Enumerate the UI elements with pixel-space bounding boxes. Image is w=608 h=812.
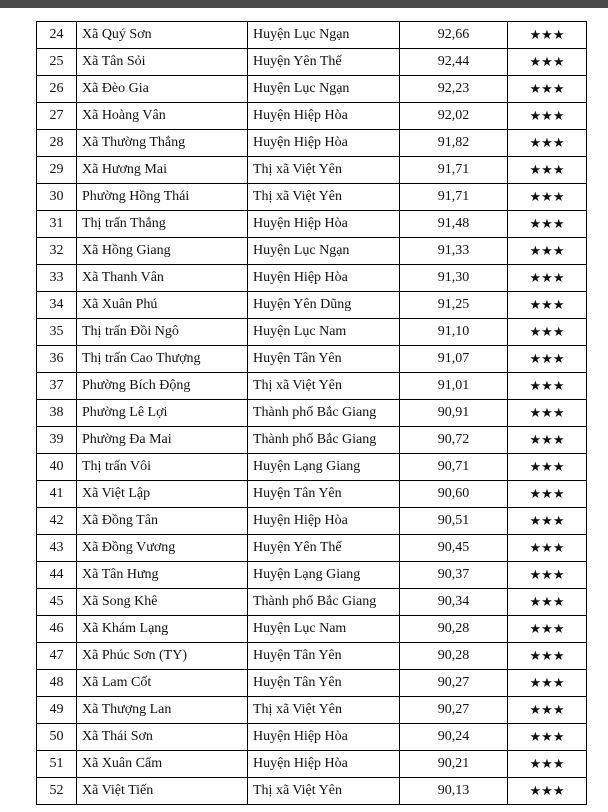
score-value: 91,82 xyxy=(400,130,508,157)
table-row xyxy=(37,670,587,697)
commune-name: Phường Bích Động xyxy=(77,373,248,400)
commune-name: Xã Quý Sơn xyxy=(77,22,248,49)
commune-name: Xã Đồng Tân xyxy=(77,508,248,535)
table-row xyxy=(37,454,587,481)
star-rating: ★★★ xyxy=(508,157,587,184)
score-value: 90,13 xyxy=(400,778,508,805)
commune-name: Xã Xuân Cẩm xyxy=(77,751,248,778)
table-row xyxy=(37,508,587,535)
row-index: 40 xyxy=(37,454,77,481)
table-row xyxy=(37,103,587,130)
table-row xyxy=(37,724,587,751)
star-rating: ★★★ xyxy=(508,373,587,400)
commune-name: Xã Xuân Phú xyxy=(77,292,248,319)
score-value: 91,71 xyxy=(400,157,508,184)
star-rating: ★★★ xyxy=(508,130,587,157)
row-index: 36 xyxy=(37,346,77,373)
row-index: 47 xyxy=(37,643,77,670)
star-rating: ★★★ xyxy=(508,589,587,616)
star-rating: ★★★ xyxy=(508,184,587,211)
star-rating: ★★★ xyxy=(508,454,587,481)
commune-name: Xã Khám Lạng xyxy=(77,616,248,643)
commune-name: Xã Hồng Giang xyxy=(77,238,248,265)
score-value: 90,27 xyxy=(400,670,508,697)
table-row xyxy=(37,292,587,319)
row-index: 35 xyxy=(37,319,77,346)
row-index: 28 xyxy=(37,130,77,157)
score-value: 92,44 xyxy=(400,49,508,76)
district-name: Huyện Lục Ngạn xyxy=(248,22,400,49)
star-rating: ★★★ xyxy=(508,751,587,778)
star-rating: ★★★ xyxy=(508,481,587,508)
ranking-table-container xyxy=(36,21,587,805)
district-name: Thành phố Bắc Giang xyxy=(248,400,400,427)
district-name: Thị xã Việt Yên xyxy=(248,697,400,724)
row-index: 50 xyxy=(37,724,77,751)
commune-name: Phường Lê Lợi xyxy=(77,400,248,427)
district-name: Huyện Yên Thế xyxy=(248,49,400,76)
table-row xyxy=(37,697,587,724)
commune-name: Xã Việt Lập xyxy=(77,481,248,508)
table-row xyxy=(37,400,587,427)
row-index: 48 xyxy=(37,670,77,697)
district-name: Thị xã Việt Yên xyxy=(248,373,400,400)
star-rating: ★★★ xyxy=(508,265,587,292)
district-name: Huyện Tân Yên xyxy=(248,670,400,697)
district-name: Huyện Tân Yên xyxy=(248,346,400,373)
score-value: 92,23 xyxy=(400,76,508,103)
score-value: 91,71 xyxy=(400,184,508,211)
ranking-table xyxy=(36,21,587,805)
row-index: 32 xyxy=(37,238,77,265)
star-rating: ★★★ xyxy=(508,562,587,589)
table-row xyxy=(37,616,587,643)
table-row xyxy=(37,184,587,211)
district-name: Huyện Lục Nam xyxy=(248,319,400,346)
table-row xyxy=(37,589,587,616)
score-value: 91,30 xyxy=(400,265,508,292)
row-index: 52 xyxy=(37,778,77,805)
row-index: 41 xyxy=(37,481,77,508)
table-row xyxy=(37,238,587,265)
score-value: 90,37 xyxy=(400,562,508,589)
viewer-top-bar xyxy=(0,0,608,8)
table-row xyxy=(37,427,587,454)
row-index: 44 xyxy=(37,562,77,589)
ranking-table-body xyxy=(37,22,587,805)
row-index: 26 xyxy=(37,76,77,103)
score-value: 91,48 xyxy=(400,211,508,238)
commune-name: Thị trấn Đồi Ngô xyxy=(77,319,248,346)
star-rating: ★★★ xyxy=(508,49,587,76)
row-index: 51 xyxy=(37,751,77,778)
table-row xyxy=(37,535,587,562)
row-index: 38 xyxy=(37,400,77,427)
star-rating: ★★★ xyxy=(508,319,587,346)
table-row xyxy=(37,157,587,184)
district-name: Thị xã Việt Yên xyxy=(248,157,400,184)
commune-name: Xã Đồng Vương xyxy=(77,535,248,562)
table-row xyxy=(37,751,587,778)
score-value: 90,28 xyxy=(400,643,508,670)
row-index: 46 xyxy=(37,616,77,643)
table-row xyxy=(37,265,587,292)
district-name: Huyện Hiệp Hòa xyxy=(248,724,400,751)
row-index: 27 xyxy=(37,103,77,130)
star-rating: ★★★ xyxy=(508,643,587,670)
table-row xyxy=(37,49,587,76)
star-rating: ★★★ xyxy=(508,400,587,427)
table-row xyxy=(37,373,587,400)
district-name: Huyện Yên Thế xyxy=(248,535,400,562)
district-name: Huyện Hiệp Hòa xyxy=(248,508,400,535)
score-value: 91,07 xyxy=(400,346,508,373)
row-index: 29 xyxy=(37,157,77,184)
district-name: Huyện Lục Nam xyxy=(248,616,400,643)
commune-name: Xã Thanh Vân xyxy=(77,265,248,292)
commune-name: Xã Hoàng Vân xyxy=(77,103,248,130)
score-value: 90,28 xyxy=(400,616,508,643)
row-index: 45 xyxy=(37,589,77,616)
commune-name: Xã Đèo Gia xyxy=(77,76,248,103)
star-rating: ★★★ xyxy=(508,292,587,319)
table-row xyxy=(37,643,587,670)
district-name: Thành phố Bắc Giang xyxy=(248,589,400,616)
commune-name: Thị trấn Thắng xyxy=(77,211,248,238)
commune-name: Thị trấn Vôi xyxy=(77,454,248,481)
district-name: Huyện Yên Dũng xyxy=(248,292,400,319)
commune-name: Xã Phúc Sơn (TY) xyxy=(77,643,248,670)
row-index: 42 xyxy=(37,508,77,535)
district-name: Huyện Lạng Giang xyxy=(248,454,400,481)
commune-name: Thị trấn Cao Thượng xyxy=(77,346,248,373)
commune-name: Xã Việt Tiến xyxy=(77,778,248,805)
score-value: 90,34 xyxy=(400,589,508,616)
score-value: 90,45 xyxy=(400,535,508,562)
row-index: 34 xyxy=(37,292,77,319)
row-index: 30 xyxy=(37,184,77,211)
score-value: 90,51 xyxy=(400,508,508,535)
commune-name: Phường Đa Mai xyxy=(77,427,248,454)
commune-name: Xã Thái Sơn xyxy=(77,724,248,751)
commune-name: Xã Tân Sỏi xyxy=(77,49,248,76)
star-rating: ★★★ xyxy=(508,778,587,805)
star-rating: ★★★ xyxy=(508,670,587,697)
row-index: 24 xyxy=(37,22,77,49)
star-rating: ★★★ xyxy=(508,346,587,373)
star-rating: ★★★ xyxy=(508,724,587,751)
star-rating: ★★★ xyxy=(508,238,587,265)
table-row xyxy=(37,76,587,103)
table-row xyxy=(37,481,587,508)
district-name: Huyện Lạng Giang xyxy=(248,562,400,589)
district-name: Huyện Hiệp Hòa xyxy=(248,751,400,778)
star-rating: ★★★ xyxy=(508,616,587,643)
score-value: 91,10 xyxy=(400,319,508,346)
star-rating: ★★★ xyxy=(508,22,587,49)
score-value: 92,66 xyxy=(400,22,508,49)
score-value: 90,27 xyxy=(400,697,508,724)
row-index: 49 xyxy=(37,697,77,724)
district-name: Huyện Hiệp Hòa xyxy=(248,265,400,292)
row-index: 25 xyxy=(37,49,77,76)
district-name: Huyện Hiệp Hòa xyxy=(248,130,400,157)
commune-name: Xã Lam Cốt xyxy=(77,670,248,697)
score-value: 91,01 xyxy=(400,373,508,400)
score-value: 92,02 xyxy=(400,103,508,130)
district-name: Huyện Hiệp Hòa xyxy=(248,211,400,238)
table-row xyxy=(37,319,587,346)
row-index: 31 xyxy=(37,211,77,238)
commune-name: Xã Hương Mai xyxy=(77,157,248,184)
star-rating: ★★★ xyxy=(508,535,587,562)
commune-name: Phường Hồng Thái xyxy=(77,184,248,211)
commune-name: Xã Tân Hưng xyxy=(77,562,248,589)
star-rating: ★★★ xyxy=(508,211,587,238)
commune-name: Xã Song Khê xyxy=(77,589,248,616)
district-name: Thị xã Việt Yên xyxy=(248,184,400,211)
commune-name: Xã Thường Thắng xyxy=(77,130,248,157)
score-value: 90,24 xyxy=(400,724,508,751)
score-value: 90,21 xyxy=(400,751,508,778)
score-value: 90,72 xyxy=(400,427,508,454)
table-row xyxy=(37,346,587,373)
score-value: 90,60 xyxy=(400,481,508,508)
district-name: Huyện Lục Ngạn xyxy=(248,238,400,265)
table-row xyxy=(37,211,587,238)
star-rating: ★★★ xyxy=(508,427,587,454)
district-name: Thành phố Bắc Giang xyxy=(248,427,400,454)
score-value: 90,71 xyxy=(400,454,508,481)
district-name: Huyện Tân Yên xyxy=(248,643,400,670)
commune-name: Xã Thượng Lan xyxy=(77,697,248,724)
score-value: 90,91 xyxy=(400,400,508,427)
table-row xyxy=(37,130,587,157)
row-index: 33 xyxy=(37,265,77,292)
table-row xyxy=(37,778,587,805)
table-row xyxy=(37,22,587,49)
row-index: 43 xyxy=(37,535,77,562)
row-index: 39 xyxy=(37,427,77,454)
star-rating: ★★★ xyxy=(508,508,587,535)
star-rating: ★★★ xyxy=(508,76,587,103)
table-row xyxy=(37,562,587,589)
row-index: 37 xyxy=(37,373,77,400)
district-name: Thị xã Việt Yên xyxy=(248,778,400,805)
district-name: Huyện Tân Yên xyxy=(248,481,400,508)
score-value: 91,25 xyxy=(400,292,508,319)
star-rating: ★★★ xyxy=(508,697,587,724)
district-name: Huyện Lục Ngạn xyxy=(248,76,400,103)
score-value: 91,33 xyxy=(400,238,508,265)
district-name: Huyện Hiệp Hòa xyxy=(248,103,400,130)
star-rating: ★★★ xyxy=(508,103,587,130)
